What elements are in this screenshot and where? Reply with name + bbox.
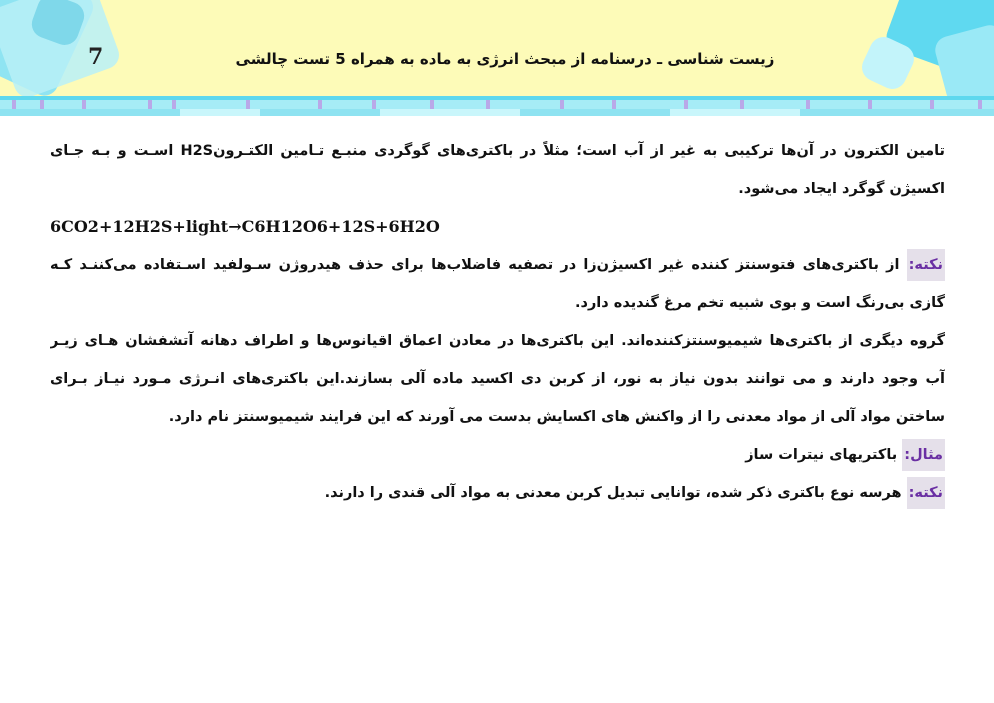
note-line: [50, 246, 945, 284]
page-number: 7: [88, 44, 104, 70]
example-text: باکتریهای نیترات ساز: [745, 447, 903, 463]
paragraph-line: گازی بی‌رنگ است و بوی شبیه تخم مرغ گندیده دارد.: [575, 295, 945, 311]
note-label: نکته:: [907, 477, 945, 509]
page-title: زیست شناسی ـ درسنامه از مبحث انرژی به ماده به همراه 5 تست چالشی: [235, 50, 775, 68]
note-text: از باکتری‌های فتوسنتز کننده غیر اکسیژن‌زا در تصفیه فاضلاب‌ها برای حذف هیدروژن سـولفید اسـتفاده می‌کننـد کـه: [50, 257, 907, 273]
note-label: نکته:: [907, 249, 945, 281]
paragraph-line: اکسیژن گوگرد ایجاد می‌شود.: [738, 181, 945, 197]
example-line: [50, 436, 945, 474]
paragraph-line: تامین الکترون در آن‌ها ترکیبی به غیر از آب است؛ مثلاً در باکتری‌های گوگردی منبـع تـامین الکتـرونH2S اسـت و بـه جـای: [50, 143, 945, 159]
note-text: هرسه نوع باکتری ذکر شده، توانایی تبدیل کربن معدنی به مواد آلی قندی را دارند.: [324, 485, 907, 501]
page-header: [0, 0, 994, 98]
chemical-equation: 6CO2+12H2S+light→C6H12O6+12S+6H2O: [50, 217, 440, 236]
header-stripe-band: [0, 96, 994, 122]
paragraph-line: ساختن مواد آلی از مواد معدنی را از واکنش های اکسایش بدست می آورند که این فرایند شیمیوسنتز نام دارد.: [168, 409, 945, 425]
note-line: [50, 474, 945, 512]
document-body: [50, 132, 945, 512]
example-label: مثال:: [902, 439, 945, 471]
paragraph-line: گروه دیگری از باکتری‌ها شیمیوسنتزکننده‌اند. این باکتری‌ها در معادن اعماق اقیانوس‌ها و اطراف دهانه آتشفشان هـای زیـر: [50, 333, 945, 349]
paragraph-line: آب وجود دارند و می توانند بدون نیاز به نور، از کربن دی اکسید ماده آلی بسازند.این باکتری‌های انـرژی مـورد نیـاز بـرای: [50, 371, 945, 387]
